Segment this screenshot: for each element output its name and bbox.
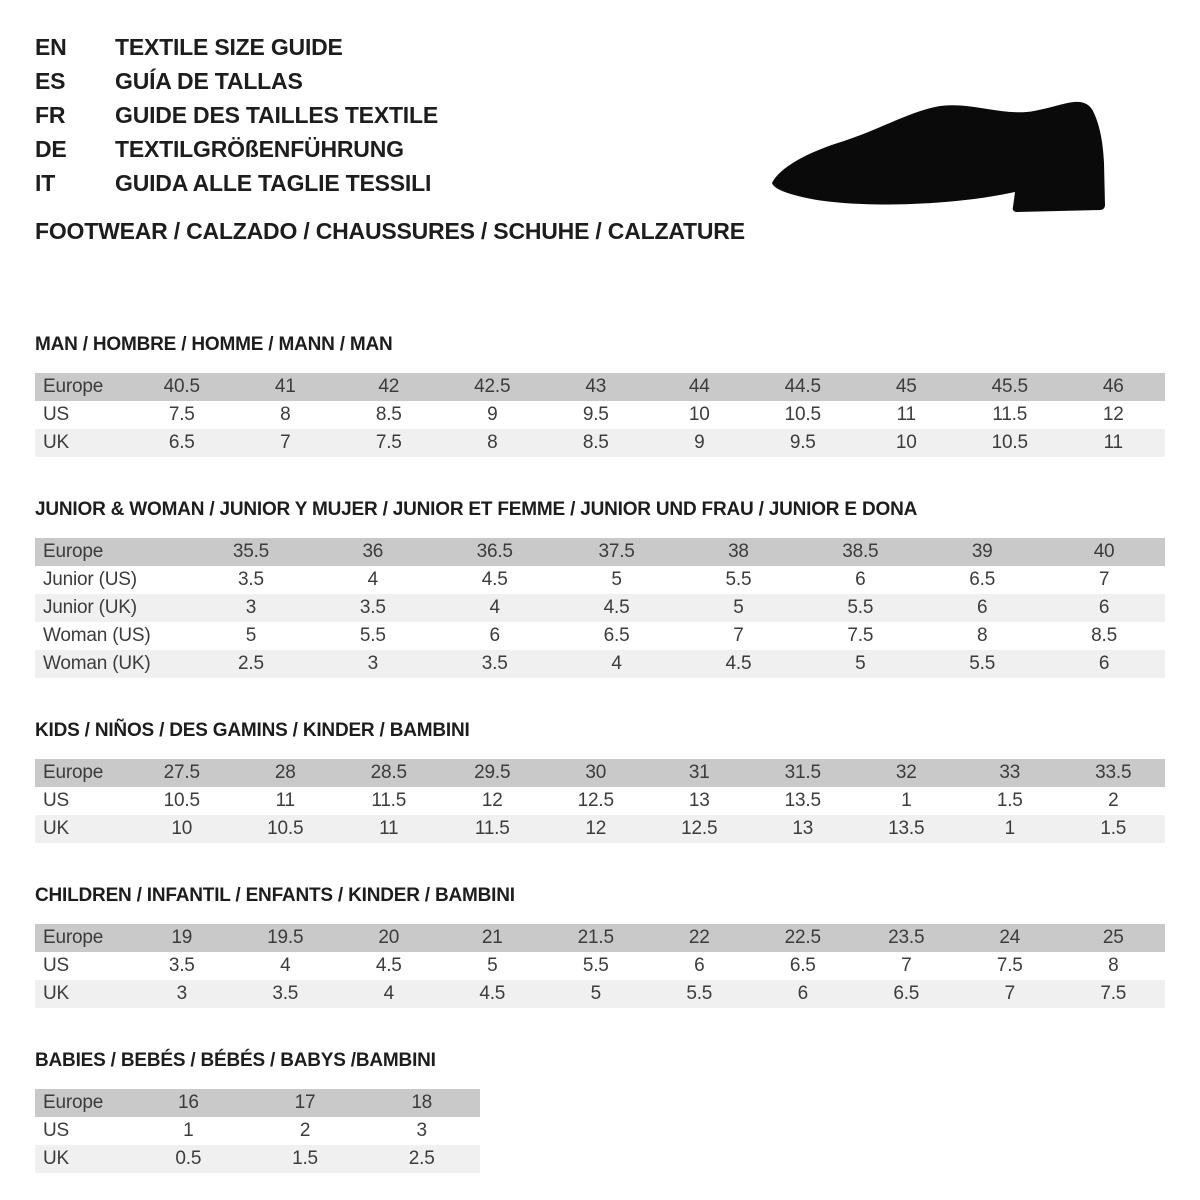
size-value: 2: [1108, 790, 1119, 811]
size-value: 28: [274, 762, 296, 783]
row-label: US: [43, 955, 69, 976]
size-table-grid: [35, 924, 1165, 1008]
size-value: 5.5: [582, 955, 609, 976]
lang-row-en: [35, 30, 1165, 64]
table-row: [35, 1089, 480, 1117]
size-value: 40.5: [163, 376, 200, 397]
size-value: 7.5: [168, 404, 195, 425]
size-value: 11.5: [992, 404, 1028, 425]
size-value: 11: [275, 790, 295, 811]
size-value: 21.5: [577, 927, 614, 948]
table-row: [35, 429, 1165, 457]
lang-row-es: [35, 64, 1165, 98]
page-header: [35, 30, 1165, 244]
lang-label: GUIDA ALLE TAGLIE TESSILI: [115, 170, 432, 196]
size-value: 7: [901, 955, 912, 976]
size-value: 3: [416, 1120, 427, 1141]
size-value: 7.5: [375, 432, 402, 453]
table-row: [35, 787, 1165, 815]
size-value: 4.5: [479, 983, 506, 1004]
size-value: 25: [1102, 927, 1124, 948]
row-label: US: [43, 1120, 69, 1141]
size-value: 31.5: [784, 762, 821, 783]
size-table-grid: [35, 759, 1165, 843]
size-value: 18: [411, 1092, 433, 1113]
size-value: 4: [367, 569, 378, 590]
size-value: 4.5: [375, 955, 402, 976]
size-value: 3: [245, 597, 257, 618]
size-value: 5.5: [359, 625, 386, 646]
size-value: 38.5: [842, 541, 879, 562]
size-value: 5: [590, 983, 601, 1004]
size-value: 41: [274, 376, 296, 397]
size-value: 5.5: [725, 569, 752, 590]
size-value: 7: [733, 625, 744, 646]
row-label: Europe: [43, 1092, 104, 1113]
size-value: 11: [896, 404, 916, 425]
size-table-grid: [35, 538, 1165, 678]
size-value: 1: [1004, 818, 1015, 839]
size-value: 32: [895, 762, 917, 783]
size-value: 8.5: [1091, 625, 1117, 646]
size-value: 13.5: [888, 818, 925, 839]
size-value: 31: [688, 762, 710, 783]
size-value: 6: [1098, 653, 1110, 674]
row-label: US: [43, 404, 69, 425]
row-label: UK: [43, 983, 69, 1004]
size-value: 10.5: [991, 432, 1028, 453]
size-value: 12: [1102, 404, 1124, 425]
size-value: 39: [971, 541, 993, 562]
size-value: 7: [1004, 983, 1015, 1004]
size-value: 8.5: [582, 432, 609, 453]
size-value: 44: [688, 376, 710, 397]
size-value: 5: [487, 955, 498, 976]
size-value: 4: [489, 597, 500, 618]
size-table-grid: [35, 1089, 480, 1173]
size-value: 5: [245, 625, 257, 646]
size-value: 46: [1102, 376, 1124, 397]
row-label: Europe: [43, 762, 104, 783]
lang-code: DE: [35, 136, 67, 162]
shoe-icon: [772, 95, 1107, 220]
size-value: 11: [379, 818, 399, 839]
size-value: 10: [171, 818, 193, 839]
size-value: 13: [688, 790, 710, 811]
size-value: 11: [1103, 432, 1123, 453]
size-value: 4: [280, 955, 291, 976]
table-row: [35, 924, 1165, 952]
table-row: [35, 980, 1165, 1008]
row-label: UK: [43, 818, 69, 839]
table-row: [35, 815, 1165, 843]
size-value: 11.5: [371, 790, 407, 811]
size-value: 44.5: [784, 376, 821, 397]
row-label: Europe: [43, 541, 104, 562]
size-table-section: [35, 499, 1165, 678]
size-value: 3.5: [168, 955, 195, 976]
category-title: FOOTWEAR / CALZADO / CHAUSSURES / SCHUHE / CALZATURE: [35, 218, 745, 244]
size-value: 8: [977, 625, 988, 646]
size-value: 6: [1098, 597, 1110, 618]
size-value: 6.5: [603, 625, 630, 646]
row-label: Woman (US): [43, 625, 151, 646]
size-value: 9: [694, 432, 705, 453]
size-table-section: [35, 1050, 1165, 1173]
lang-label: GUÍA DE TALLAS: [115, 68, 303, 94]
size-value: 24: [999, 927, 1021, 948]
row-label: US: [43, 790, 69, 811]
row-label: Junior (UK): [43, 597, 137, 618]
row-label: UK: [43, 1148, 69, 1169]
lang-code: ES: [35, 68, 66, 94]
size-value: 10: [895, 432, 917, 453]
table-row: [35, 566, 1165, 594]
table-row: [35, 538, 1165, 566]
lang-code: FR: [35, 102, 66, 128]
size-value: 6: [797, 983, 808, 1004]
table-row: [35, 1117, 480, 1145]
size-value: 1.5: [1100, 818, 1127, 839]
size-value: 5: [733, 597, 744, 618]
table-row: [35, 401, 1165, 429]
table-title: BABIES / BEBÉS / BÉBÉS / BABYS /BAMBINI: [35, 1050, 436, 1071]
row-label: Junior (US): [43, 569, 137, 590]
size-value: 1.5: [996, 790, 1023, 811]
table-title: CHILDREN / INFANTIL / ENFANTS / KINDER / BAMBINI: [35, 885, 515, 906]
lang-label: GUIDE DES TAILLES TEXTILE: [115, 102, 438, 128]
size-value: 10.5: [784, 404, 821, 425]
size-value: 6.5: [168, 432, 195, 453]
lang-code: IT: [35, 170, 56, 196]
size-value: 33.5: [1095, 762, 1132, 783]
size-value: 11.5: [474, 818, 510, 839]
size-value: 0.5: [175, 1148, 202, 1169]
size-value: 4.5: [603, 597, 630, 618]
table-title: JUNIOR & WOMAN / JUNIOR Y MUJER / JUNIOR ET FEMME / JUNIOR UND FRAU / JUNIOR E DONA: [35, 499, 918, 520]
size-value: 5: [855, 653, 866, 674]
size-value: 12: [481, 790, 503, 811]
size-value: 7: [280, 432, 291, 453]
table-row: [35, 622, 1165, 650]
lang-label: TEXTILGRÖßENFÜHRUNG: [115, 136, 404, 162]
size-value: 43: [585, 376, 607, 397]
size-value: 4.5: [481, 569, 508, 590]
size-value: 7.5: [847, 625, 874, 646]
size-value: 12.5: [577, 790, 614, 811]
size-value: 38: [728, 541, 749, 562]
size-value: 35.5: [232, 541, 270, 562]
size-value: 6: [489, 625, 500, 646]
table-title: KIDS / NIÑOS / DES GAMINS / KINDER / BAMBINI: [35, 720, 470, 741]
size-value: 36.5: [476, 541, 513, 562]
size-value: 10: [688, 404, 710, 425]
size-value: 1: [183, 1120, 194, 1141]
size-value: 3.5: [481, 653, 508, 674]
table-row: [35, 594, 1165, 622]
row-label: UK: [43, 432, 69, 453]
size-value: 45: [895, 376, 917, 397]
size-value: 3.5: [238, 569, 264, 590]
size-value: 42: [378, 376, 400, 397]
size-value: 3: [367, 653, 378, 674]
size-value: 2: [299, 1120, 311, 1141]
size-value: 6: [977, 597, 988, 618]
size-value: 30: [585, 762, 607, 783]
size-value: 29.5: [474, 762, 511, 783]
size-value: 6.5: [789, 955, 816, 976]
tables: [35, 334, 1165, 1173]
size-value: 6.5: [893, 983, 920, 1004]
size-value: 20: [378, 927, 400, 948]
size-value: 10.5: [267, 818, 304, 839]
size-value: 1: [901, 790, 912, 811]
size-value: 4.5: [725, 653, 752, 674]
table-row: [35, 952, 1165, 980]
size-value: 6.5: [969, 569, 996, 590]
size-value: 7.5: [996, 955, 1023, 976]
size-value: 27.5: [163, 762, 200, 783]
lang-code: EN: [35, 34, 67, 60]
size-value: 4: [611, 653, 622, 674]
size-value: 9.5: [582, 404, 609, 425]
size-value: 3: [176, 983, 187, 1004]
size-table-section: [35, 885, 1165, 1008]
size-value: 7: [1098, 569, 1110, 590]
size-table-grid: [35, 373, 1165, 457]
size-value: 4: [383, 983, 394, 1004]
table-row: [35, 759, 1165, 787]
table-row: [35, 373, 1165, 401]
size-value: 40: [1093, 541, 1115, 562]
lang-label: TEXTILE SIZE GUIDE: [115, 34, 343, 60]
size-value: 5.5: [847, 597, 874, 618]
size-value: 5.5: [969, 653, 996, 674]
size-value: 6: [855, 569, 866, 590]
size-value: 19: [171, 927, 193, 948]
size-value: 33: [999, 762, 1021, 783]
size-value: 13.5: [784, 790, 821, 811]
size-table-section: [35, 720, 1165, 843]
row-label: Europe: [43, 376, 104, 397]
size-value: 45.5: [991, 376, 1028, 397]
size-value: 2.5: [408, 1148, 435, 1169]
size-value: 19.5: [267, 927, 304, 948]
size-value: 5: [611, 569, 622, 590]
size-value: 16: [177, 1092, 199, 1113]
size-value: 42.5: [474, 376, 511, 397]
size-value: 28.5: [370, 762, 407, 783]
size-value: 10.5: [163, 790, 200, 811]
size-value: 12.5: [681, 818, 718, 839]
size-value: 36: [362, 541, 384, 562]
size-value: 5.5: [686, 983, 713, 1004]
row-label: Europe: [43, 927, 104, 948]
table-row: [35, 650, 1165, 678]
size-value: 2.5: [238, 653, 264, 674]
size-table-section: [35, 334, 1165, 457]
size-value: 8.5: [375, 404, 402, 425]
size-value: 13: [792, 818, 814, 839]
row-label: Woman (UK): [43, 653, 151, 674]
size-value: 12: [585, 818, 607, 839]
size-value: 1.5: [292, 1148, 318, 1169]
size-value: 9.5: [789, 432, 816, 453]
size-value: 8: [1108, 955, 1119, 976]
table-row: [35, 1145, 480, 1173]
size-value: 8: [280, 404, 291, 425]
size-value: 3.5: [272, 983, 299, 1004]
size-value: 21: [481, 927, 503, 948]
size-value: 37.5: [598, 541, 635, 562]
size-value: 6: [694, 955, 705, 976]
size-value: 3.5: [359, 597, 386, 618]
size-value: 7.5: [1100, 983, 1127, 1004]
table-title: MAN / HOMBRE / HOMME / MANN / MAN: [35, 334, 393, 355]
size-value: 8: [487, 432, 498, 453]
size-value: 22: [688, 927, 710, 948]
size-value: 22.5: [784, 927, 821, 948]
size-value: 23.5: [888, 927, 925, 948]
size-value: 17: [294, 1092, 316, 1113]
size-value: 9: [487, 404, 498, 425]
